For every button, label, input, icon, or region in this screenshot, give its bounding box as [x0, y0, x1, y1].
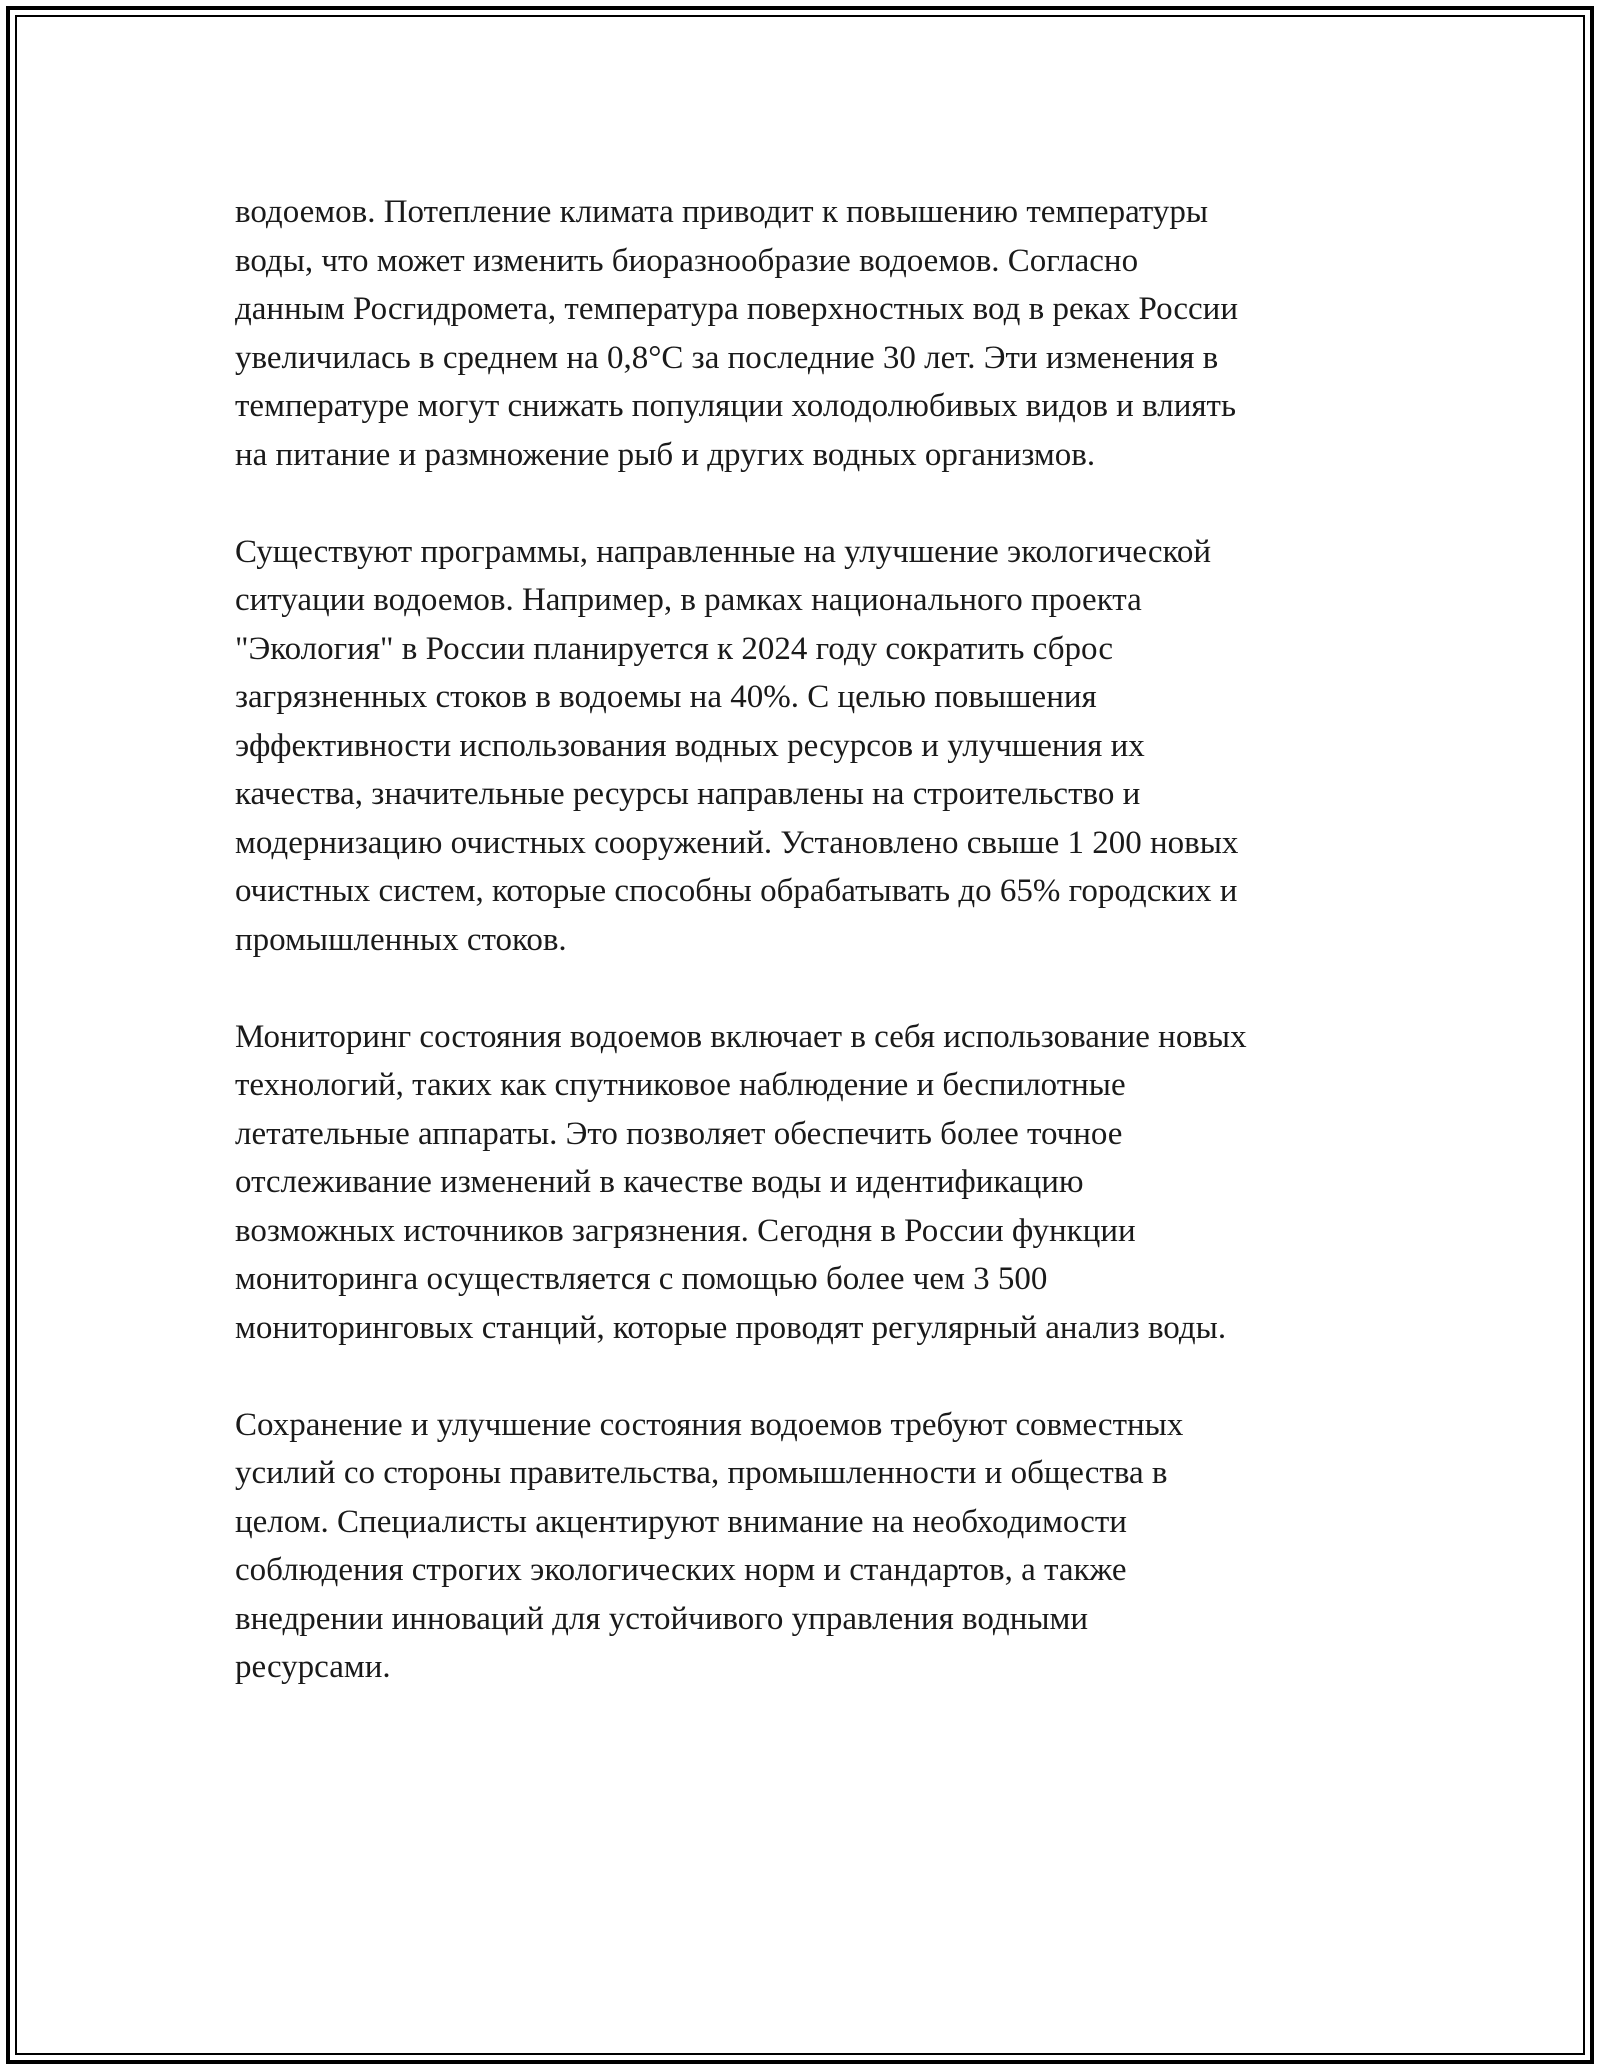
text-line: Мониторинг состояния водоемов включает в себя использование новых: [235, 1018, 1247, 1055]
text-line: водоемов. Потепление климата приводит к повышению температуры: [235, 194, 1209, 230]
text-line: качества, значительные ресурсы направлены на строительство и: [235, 776, 1141, 812]
text-line: Сохранение и улучшение состояния водоемов требуют совместных: [235, 1406, 1184, 1443]
text-line: Существуют программы, направленные на улучшение экологической: [235, 533, 1212, 570]
text-line: целом. Специалисты акцентируют внимание на необходимости: [235, 1503, 1127, 1540]
text-line: внедрении инноваций для устойчивого управления водными: [235, 1600, 1089, 1637]
text-line: модернизацию очистных сооружений. Установлено свыше 1 200 новых: [235, 824, 1239, 861]
text-line: увеличилась в среднем на 0,8°C за последние 30 лет. Эти изменения в: [235, 339, 1219, 376]
text-line: возможных источников загрязнения. Сегодня в России функции: [235, 1212, 1136, 1249]
text-line: загрязненных стоков в водоемы на 40%. С целью повышения: [235, 679, 1097, 715]
document-body: [235, 188, 1405, 1740]
paragraph-conservation: [235, 1401, 1405, 1692]
text-line: данным Росгидромета, температура поверхностных вод в реках России: [235, 291, 1239, 327]
paragraph-programs: [235, 528, 1405, 965]
paragraph-monitoring: [235, 1013, 1405, 1353]
text-line: усилий со стороны правительства, промышленности и общества в: [235, 1455, 1168, 1491]
text-line: очистных систем, которые способны обрабатывать до 65% городских и: [235, 873, 1238, 909]
text-line: эффективности использования водных ресурсов и улучшения их: [235, 727, 1145, 764]
paragraph-climate-warming: [235, 188, 1405, 479]
text-line: отслеживание изменений в качестве воды и идентификацию: [235, 1164, 1084, 1200]
text-line: ресурсами.: [235, 1649, 391, 1685]
text-line: температуре могут снижать популяции холодолюбивых видов и влиять: [235, 388, 1237, 424]
text-line: соблюдения строгих экологических норм и стандартов, а также: [235, 1552, 1127, 1588]
text-line: "Экология" в России планируется к 2024 году сократить сброс: [235, 630, 1113, 667]
text-line: мониторинга осуществляется с помощью более чем 3 500: [235, 1261, 1048, 1297]
text-line: промышленных стоков.: [235, 921, 567, 958]
text-line: летательные аппараты. Это позволяет обеспечить более точное: [235, 1115, 1123, 1152]
text-line: на питание и размножение рыб и других водных организмов.: [235, 436, 1096, 473]
text-line: технологий, таких как спутниковое наблюдение и беспилотные: [235, 1067, 1126, 1103]
text-line: мониторинговых станций, которые проводят регулярный анализ воды.: [235, 1309, 1227, 1346]
text-line: воды, что может изменить биоразнообразие водоемов. Согласно: [235, 242, 1139, 279]
text-line: ситуации водоемов. Например, в рамках национального проекта: [235, 582, 1142, 618]
